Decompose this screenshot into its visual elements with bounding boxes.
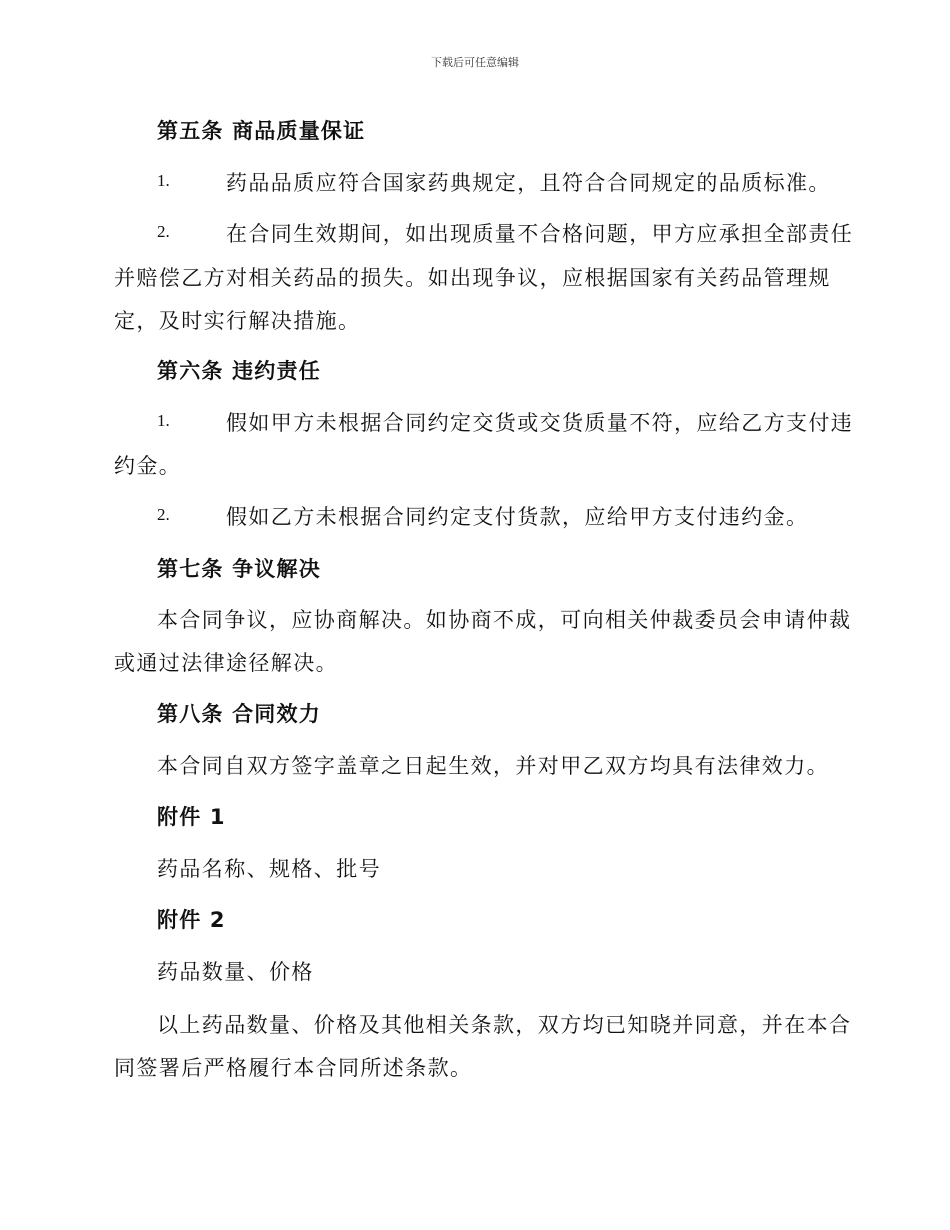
s5-item-2-text-line3: 定，及时实行解决措施。 xyxy=(114,309,361,333)
s5-item-1-number: 1. xyxy=(157,171,170,190)
attachment-1-title: 附件 1 xyxy=(157,805,226,829)
s5-item-1-text: 药品品质应符合国家药典规定，且符合合同规定的品质标准。 xyxy=(226,171,831,195)
attachment-2-title: 附件 2 xyxy=(157,908,226,932)
s5-item-2-text-line1: 在合同生效期间，如出现质量不合格问题，甲方应承担全部责任 xyxy=(226,222,854,246)
s8-text-line1: 本合同自双方签字盖章之日起生效，并对甲乙双方均具有法律效力。 xyxy=(157,754,829,778)
s6-item-1-text-line1: 假如甲方未根据合同约定交货或交货质量不符，应给乙方支付违 xyxy=(226,411,854,435)
s7-text-line2: 或通过法律途径解决。 xyxy=(114,651,338,675)
page-header: 下载后可任意编辑 xyxy=(431,56,519,69)
closing-text-line1: 以上药品数量、价格及其他相关条款，双方均已知晓并同意，并在本合 xyxy=(157,1013,852,1037)
s7-text-line1: 本合同争议，应协商解决。如协商不成，可向相关仲裁委员会申请仲裁 xyxy=(157,608,852,632)
s5-item-2-number: 2. xyxy=(157,222,170,241)
attachment-1-text: 药品名称、规格、批号 xyxy=(157,857,381,881)
s6-item-1-text-line2: 约金。 xyxy=(114,454,182,478)
s6-item-1-number: 1. xyxy=(157,411,170,430)
section-5-title: 第五条 商品质量保证 xyxy=(157,119,366,143)
section-6-title: 第六条 违约责任 xyxy=(157,359,321,383)
s5-item-2-text-line2: 并赔偿乙方对相关药品的损失。如出现争议，应根据国家有关药品管理规 xyxy=(114,266,831,290)
s6-item-2-text: 假如乙方未根据合同约定支付货款，应给甲方支付违约金。 xyxy=(226,505,809,529)
attachment-2-text: 药品数量、价格 xyxy=(157,960,314,984)
section-7-title: 第七条 争议解决 xyxy=(157,557,321,581)
s6-item-2-number: 2. xyxy=(157,505,170,524)
closing-text-line2: 同签署后严格履行本合同所述条款。 xyxy=(114,1056,473,1080)
section-8-title: 第八条 合同效力 xyxy=(157,702,321,726)
